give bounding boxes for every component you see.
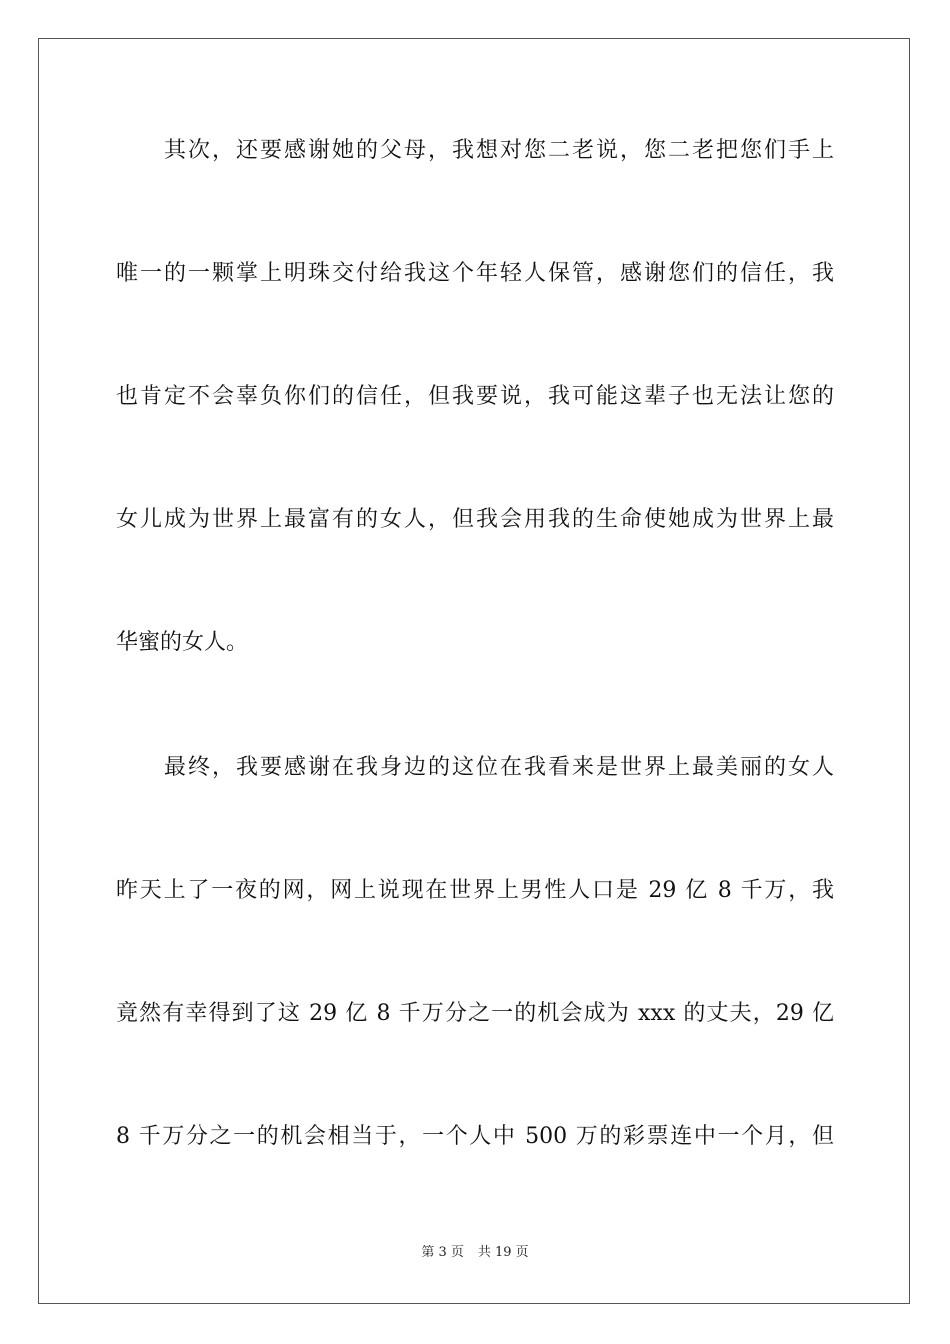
paragraph-1-line-5: 华蜜的女人。 — [116, 630, 249, 655]
paragraph-1-line-1: 其次，还要感谢她的父母，我想对您二老说，您二老把您们手上 — [164, 138, 834, 163]
page-number: 第 3 页 — [421, 1245, 464, 1260]
paragraph-2-line-3: 竟然有幸得到了这 29 亿 8 千万分之一的机会成为 xxx 的丈夫，29 亿 — [116, 1001, 834, 1026]
paragraph-2-line-1: 最终，我要感谢在我身边的这位在我看来是世界上最美丽的女人 — [164, 755, 834, 780]
paragraph-2-line-2: 昨天上了一夜的网，网上说现在世界上男性人口是 29 亿 8 千万，我 — [116, 878, 834, 903]
paragraph-2-line-4: 8 千万分之一的机会相当于，一个人中 500 万的彩票连中一个月，但 — [116, 1124, 834, 1149]
paragraph-1-line-3: 也肯定不会辜负你们的信任，但我要说，我可能这辈子也无法让您的 — [116, 384, 834, 409]
page-footer — [0, 1244, 950, 1262]
page-frame — [38, 38, 910, 1304]
paragraph-1-line-2: 唯一的一颗掌上明珠交付给我这个年轻人保管，感谢您们的信任，我 — [116, 261, 834, 286]
page-total: 共 19 页 — [477, 1245, 529, 1260]
paragraph-1-line-4: 女儿成为世界上最富有的女人，但我会用我的生命使她成为世界上最 — [116, 507, 834, 532]
